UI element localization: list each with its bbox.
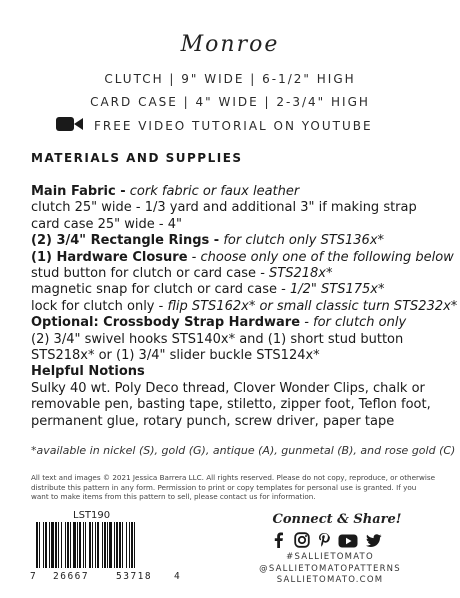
availability-note: *available in nickel (S), gold (G), antique (A), gunmetal (B), and rose gold (C)	[31, 444, 456, 457]
hardware-line	[31, 249, 454, 266]
lock-line	[31, 298, 458, 315]
magnetic-snap-code: 1/2" STS175x*	[290, 282, 385, 298]
strap-detail-line-2: STS218x* or (1) 3/4" slider buckle STS124x*	[31, 348, 320, 364]
strap-hardware-line	[31, 315, 441, 331]
clutch-dimensions: CLUTCH | 9" WIDE | 6-1/2" HIGH	[104, 72, 356, 86]
barcode-digits-left: 26667	[53, 571, 90, 582]
social-handles	[240, 552, 420, 587]
video-tutorial-text: FREE VIDEO TUTORIAL ON YOUTUBE	[94, 119, 373, 133]
youtube-icon[interactable]	[338, 533, 358, 552]
stud-button-text: stud button for clutch or card case -	[31, 266, 265, 282]
website-link[interactable]: SALLIETOMATO.COM	[276, 575, 384, 585]
pinterest-icon[interactable]	[318, 532, 330, 552]
video-tutorial-row	[56, 116, 373, 136]
rings-note: for clutch only STS136x*	[223, 233, 385, 249]
social-icons	[272, 532, 382, 552]
lock-code: flip STS162x* or small classic turn STS232x*	[167, 298, 458, 314]
lock-text: lock for clutch only -	[31, 298, 164, 314]
barcode-digits-right: 53718	[116, 571, 153, 582]
facebook-icon[interactable]	[272, 532, 286, 552]
connect-heading: Connect & Share!	[272, 512, 402, 527]
strap-hardware-note: - for clutch only	[304, 315, 407, 331]
hardware-note: - choose only one of the following below	[191, 249, 454, 265]
hardware-label: (1) Hardware Closure	[31, 249, 188, 265]
card-case-fabric-line: card case 25" wide - 4"	[31, 216, 182, 232]
card-case-dimensions: CARD CASE | 4" WIDE | 2-3/4" HIGH	[90, 95, 370, 109]
hashtag: #SALLIETOMATO	[286, 552, 374, 562]
notions-label: Helpful Notions	[31, 364, 145, 380]
magnetic-snap-line	[31, 282, 441, 298]
barcode	[30, 522, 180, 570]
strap-hardware-label: Optional: Crossbody Strap Hardware	[31, 315, 301, 331]
main-fabric-label: Main Fabric -	[31, 184, 126, 199]
strap-detail-line-1: (2) 3/4" swivel hooks STS140x* and (1) short stud button	[31, 331, 404, 347]
copyright-notice: All text and images © 2021 Jessica Barrera LLC. All rights reserved. Please do not copy, reproduce, or otherwise distribute this pattern in any form. Permission to print or copy templates for personal use is granted. If you want to make items from this pattern to sell, please contact us for information.	[31, 473, 435, 502]
clutch-fabric-line: clutch 25" wide - 1/3 yard and additional 3" if making strap	[31, 200, 417, 216]
main-fabric-note: cork fabric or faux leather	[129, 184, 300, 199]
rings-line	[31, 233, 441, 249]
magnetic-snap-text: magnetic snap for clutch or card case -	[31, 282, 286, 298]
materials-list	[31, 184, 458, 430]
rings-label: (2) 3/4" Rectangle Rings -	[31, 233, 220, 249]
notions-text: Sulky 40 wt. Poly Deco thread, Clover Wonder Clips, chalk or removable pen, basting tape, stiletto, zipper foot, Teflon foot, permanent glue, rotary punch, screw driver, paper tape	[31, 380, 431, 429]
twitter-icon[interactable]	[366, 533, 382, 552]
video-camera-icon	[56, 116, 84, 136]
stud-button-code: STS218x*	[269, 266, 333, 282]
notions-line	[31, 364, 441, 380]
main-fabric-line	[31, 184, 441, 200]
barcode-digit-first: 7	[30, 571, 36, 582]
pattern-title: Monroe	[180, 32, 280, 57]
barcode-digit-last: 4	[174, 571, 180, 582]
instagram-handle[interactable]: @SALLIETOMATOPATTERNS	[259, 563, 401, 574]
sku-label: LST190	[73, 510, 111, 521]
materials-heading: MATERIALS AND SUPPLIES	[31, 151, 243, 165]
instagram-icon[interactable]	[294, 532, 310, 552]
stud-button-line	[31, 266, 441, 282]
